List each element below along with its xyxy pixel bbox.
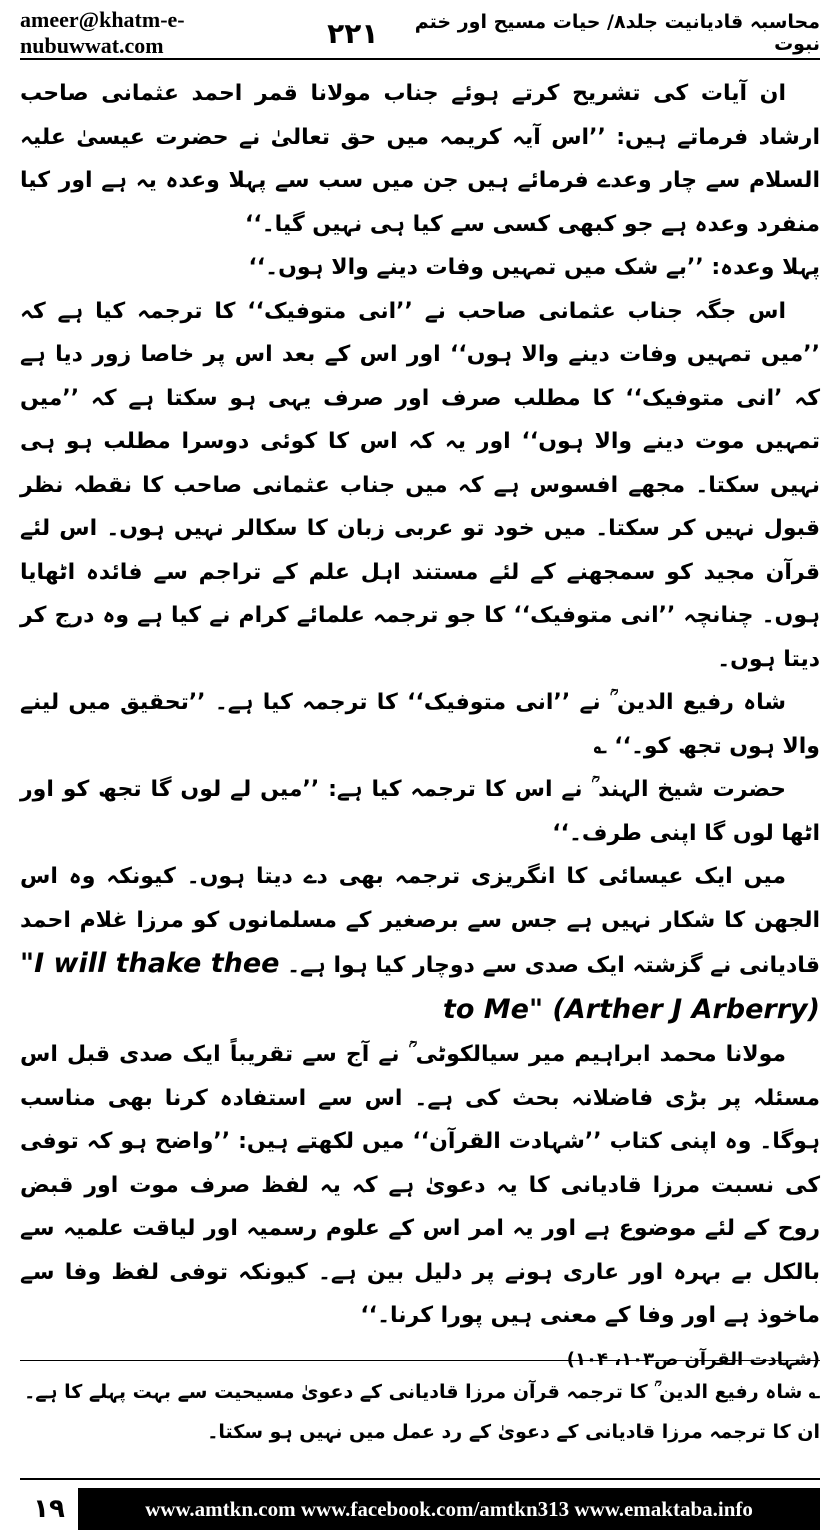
header-rule <box>20 58 820 60</box>
header-running-title: محاسبہ قادیانیت جلد۸/ حیات مسیح اور ختم نبوت <box>414 11 820 55</box>
paragraph: ان آیات کی تشریح کرتے ہوئے جناب مولانا قمر احمد عثمانی صاحب ارشاد فرماتے ہیں: ’’اس آیہ کریمہ میں حق تعالیٰ نے حضرت عیسیٰ علیہ السلام سے چار وعدے فرمائے ہیں جن میں سب سے پہلا وعدہ یہ ہے اور کیا منفرد وعدہ ہے جو کبھی کسی سے کیا ہی نہیں گیا۔‘‘ <box>20 81 820 237</box>
paragraph: شاہ رفیع الدین ؒ نے ’’انی متوفیک‘‘ کا ترجمہ کیا ہے۔ ’’تحقیق میں لینے والا ہوں تجھ کو۔‘‘ ؎ <box>20 690 820 759</box>
footnote-rule <box>20 1360 820 1361</box>
main-text <box>20 72 820 1381</box>
reference: (شہادت القرآن ص۱۰۳، ۱۰۴) <box>566 1348 820 1370</box>
english-quote: "I will thake thee to Me" (Arther J Arberry) <box>20 948 820 1025</box>
paragraph <box>20 855 820 1033</box>
paragraph: اس جگہ جناب عثمانی صاحب نے ’’انی متوفیک‘‘ کا ترجمہ کیا ہے کہ ’’میں تمہیں وفات دینے والا ہوں‘‘ اور اس کے بعد اس پر خاصا زور دیا ہے کہ ’انی متوفیک‘‘ کا مطلب صرف اور صرف یہی ہو سکتا ہے کہ ’’میں تمہیں موت دینے والا ہوں‘‘ اور یہ کہ اس کا کوئی دوسرا مطلب ہو ہی نہیں سکتا۔ مجھے افسوس ہے کہ میں جناب عثمانی صاحب کا نقطہ نظر قبول نہیں کر سکتا۔ میں خود تو عربی زبان کا سکالر نہیں ہوں۔ اس لئے قرآن مجید کو سمجھنے کے لئے مستند اہل علم کے تراجم سے فائدہ اٹھایا ہوں۔ چنانچہ ’’انی متوفیک‘‘ کا جو ترجمہ علمائے کرام نے کیا ہے وہ درج کر دیتا ہوں۔ <box>20 298 820 672</box>
paragraph: حضرت شیخ الہند ؒ نے اس کا ترجمہ کیا ہے: ’’میں لے لوں گا تجھ کو اور اٹھا لوں گا اپنی طرف۔‘‘ <box>20 777 820 846</box>
footer-rule <box>20 1478 820 1480</box>
header-page-number: ۲۲۱ <box>327 16 379 50</box>
footer-page-number: ۱۹ <box>33 1494 65 1524</box>
paragraph: مولانا محمد ابراہیم میر سیالکوٹی ؒ نے آج سے تقریباً ایک صدی قبل اس مسئلہ پر بڑی فاضلانہ بحث کی ہے۔ اس سے استفادہ کرنا بھی مناسب ہوگا۔ وہ اپنی کتاب ’’شہادت القرآن‘‘ میں لکھتے ہیں: ’’واضح ہو کہ توفی کی نسبت مرزا قادیانی کا یہ دعویٰ ہے کہ یہ لفظ صرف موت اور قبض روح کے لئے موضوع ہے اور یہ امر اس کے علوم رسمیہ اور لیاقت علمیہ سے بالکل بے بہرہ اور عاری ہونے پر دلیل بین ہے۔ کیونکہ توفی لفظ وفا سے ماخوذ ہے اور وفا کے معنی ہیں پورا کرنا۔‘‘ <box>20 1042 820 1328</box>
paragraph-text: میں ایک عیسائی کا انگریزی ترجمہ بھی دے دیتا ہوں۔ کیونکہ وہ اس الجھن کا شکار نہیں ہے جس سے برصغیر کے مسلمانوں کو مرزا غلام احمد قادیانی نے گزشتہ ایک صدی سے دوچار کیا ہوا ہے۔ <box>20 864 820 978</box>
page-footer <box>20 1485 820 1533</box>
page-header <box>20 7 820 58</box>
footnote <box>20 1372 820 1452</box>
footer-urls: www.amtkn.com www.facebook.com/amtkn313 www.emaktaba.info <box>78 1488 820 1530</box>
paragraph: پہلا وعدہ: ’’بے شک میں تمہیں وفات دینے والا ہوں۔‘‘ <box>248 255 820 280</box>
header-email: ameer@khatm-e-nubuwwat.com <box>20 7 185 58</box>
footnote-text: ؎ شاہ رفیع الدین ؒ کا ترجمہ قرآن مرزا قادیانی کے دعویٰ مسیحیت سے بہت پہلے کا ہے۔ ان کا ترجمہ مرزا قادیانی کے دعویٰ کے رد عمل میں نہیں ہو سکتا۔ <box>24 1381 820 1443</box>
